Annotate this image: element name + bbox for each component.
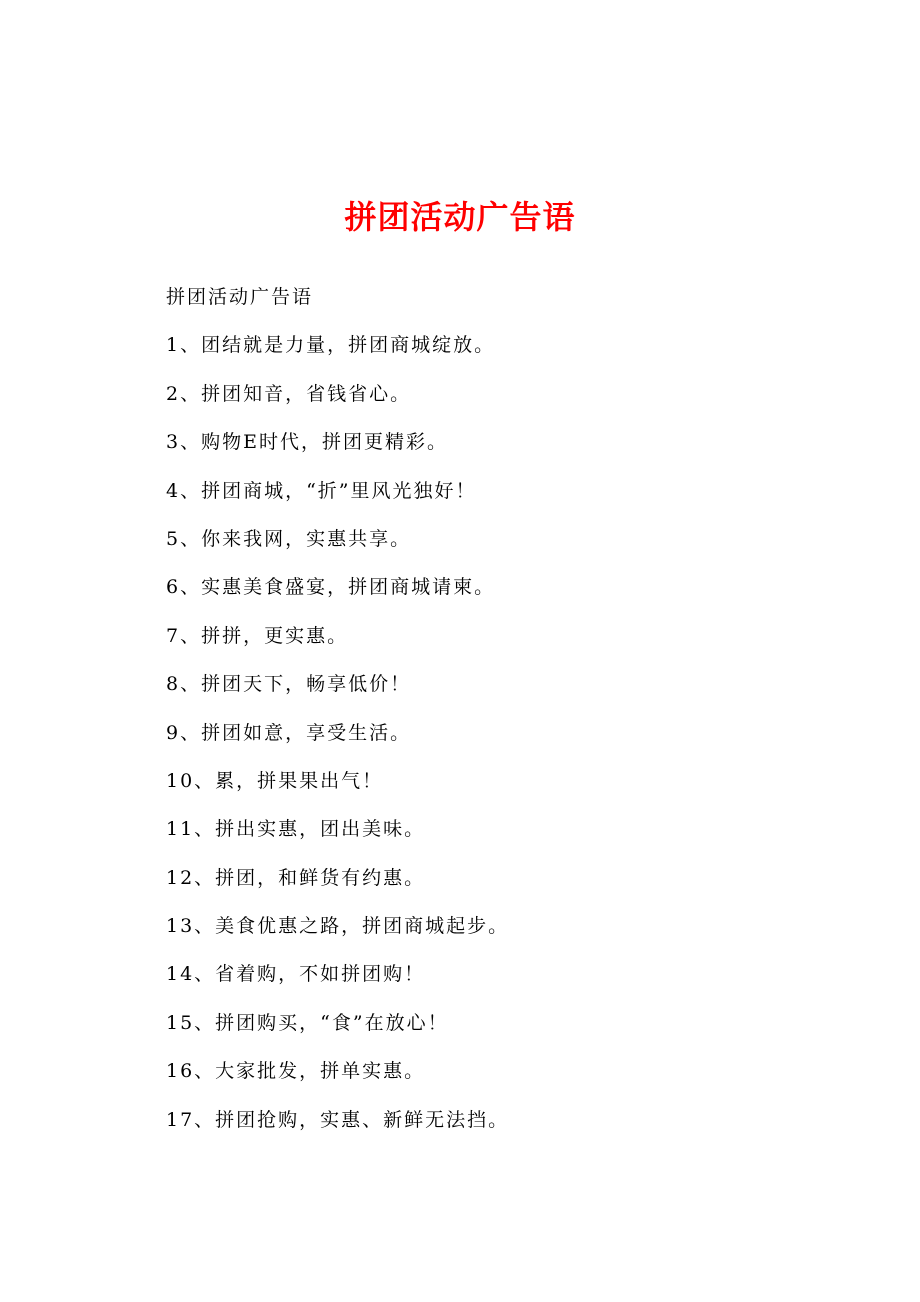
slogan-item: 5、你来我网，实惠共享。 xyxy=(166,527,412,550)
slogan-item: 3、购物E时代，拼团更精彩。 xyxy=(166,431,448,454)
slogan-item: 12、拼团，和鲜货有约惠。 xyxy=(166,866,426,889)
slogan-item: 10、累，拼果果出气！ xyxy=(166,769,384,792)
slogan-item: 15、拼团购买，“食”在放心！ xyxy=(166,1011,449,1034)
slogan-item: 11、拼出实惠，团出美味。 xyxy=(166,818,426,841)
slogan-item: 16、大家批发，拼单实惠。 xyxy=(166,1060,426,1083)
slogan-item: 9、拼团如意，享受生活。 xyxy=(166,721,412,744)
document-body xyxy=(166,282,866,1153)
slogan-item: 17、拼团抢购，实惠、新鲜无法挡。 xyxy=(166,1108,510,1131)
slogan-item: 1、团结就是力量，拼团商城绽放。 xyxy=(166,334,496,357)
slogan-item: 14、省着购，不如拼团购！ xyxy=(166,963,426,986)
slogan-item: 7、拼拼，更实惠。 xyxy=(166,624,349,647)
slogan-item: 6、实惠美食盛宴，拼团商城请柬。 xyxy=(166,576,496,599)
slogan-item: 13、美食优惠之路，拼团商城起步。 xyxy=(166,915,510,938)
slogan-item: 4、拼团商城，“折”里风光独好！ xyxy=(166,479,477,502)
slogan-item: 2、拼团知音，省钱省心。 xyxy=(166,382,412,405)
document-title: 拼团活动广告语 xyxy=(344,198,576,236)
document-subtitle: 拼团活动广告语 xyxy=(166,286,314,308)
slogan-item: 8、拼团天下，畅享低价！ xyxy=(166,673,412,696)
